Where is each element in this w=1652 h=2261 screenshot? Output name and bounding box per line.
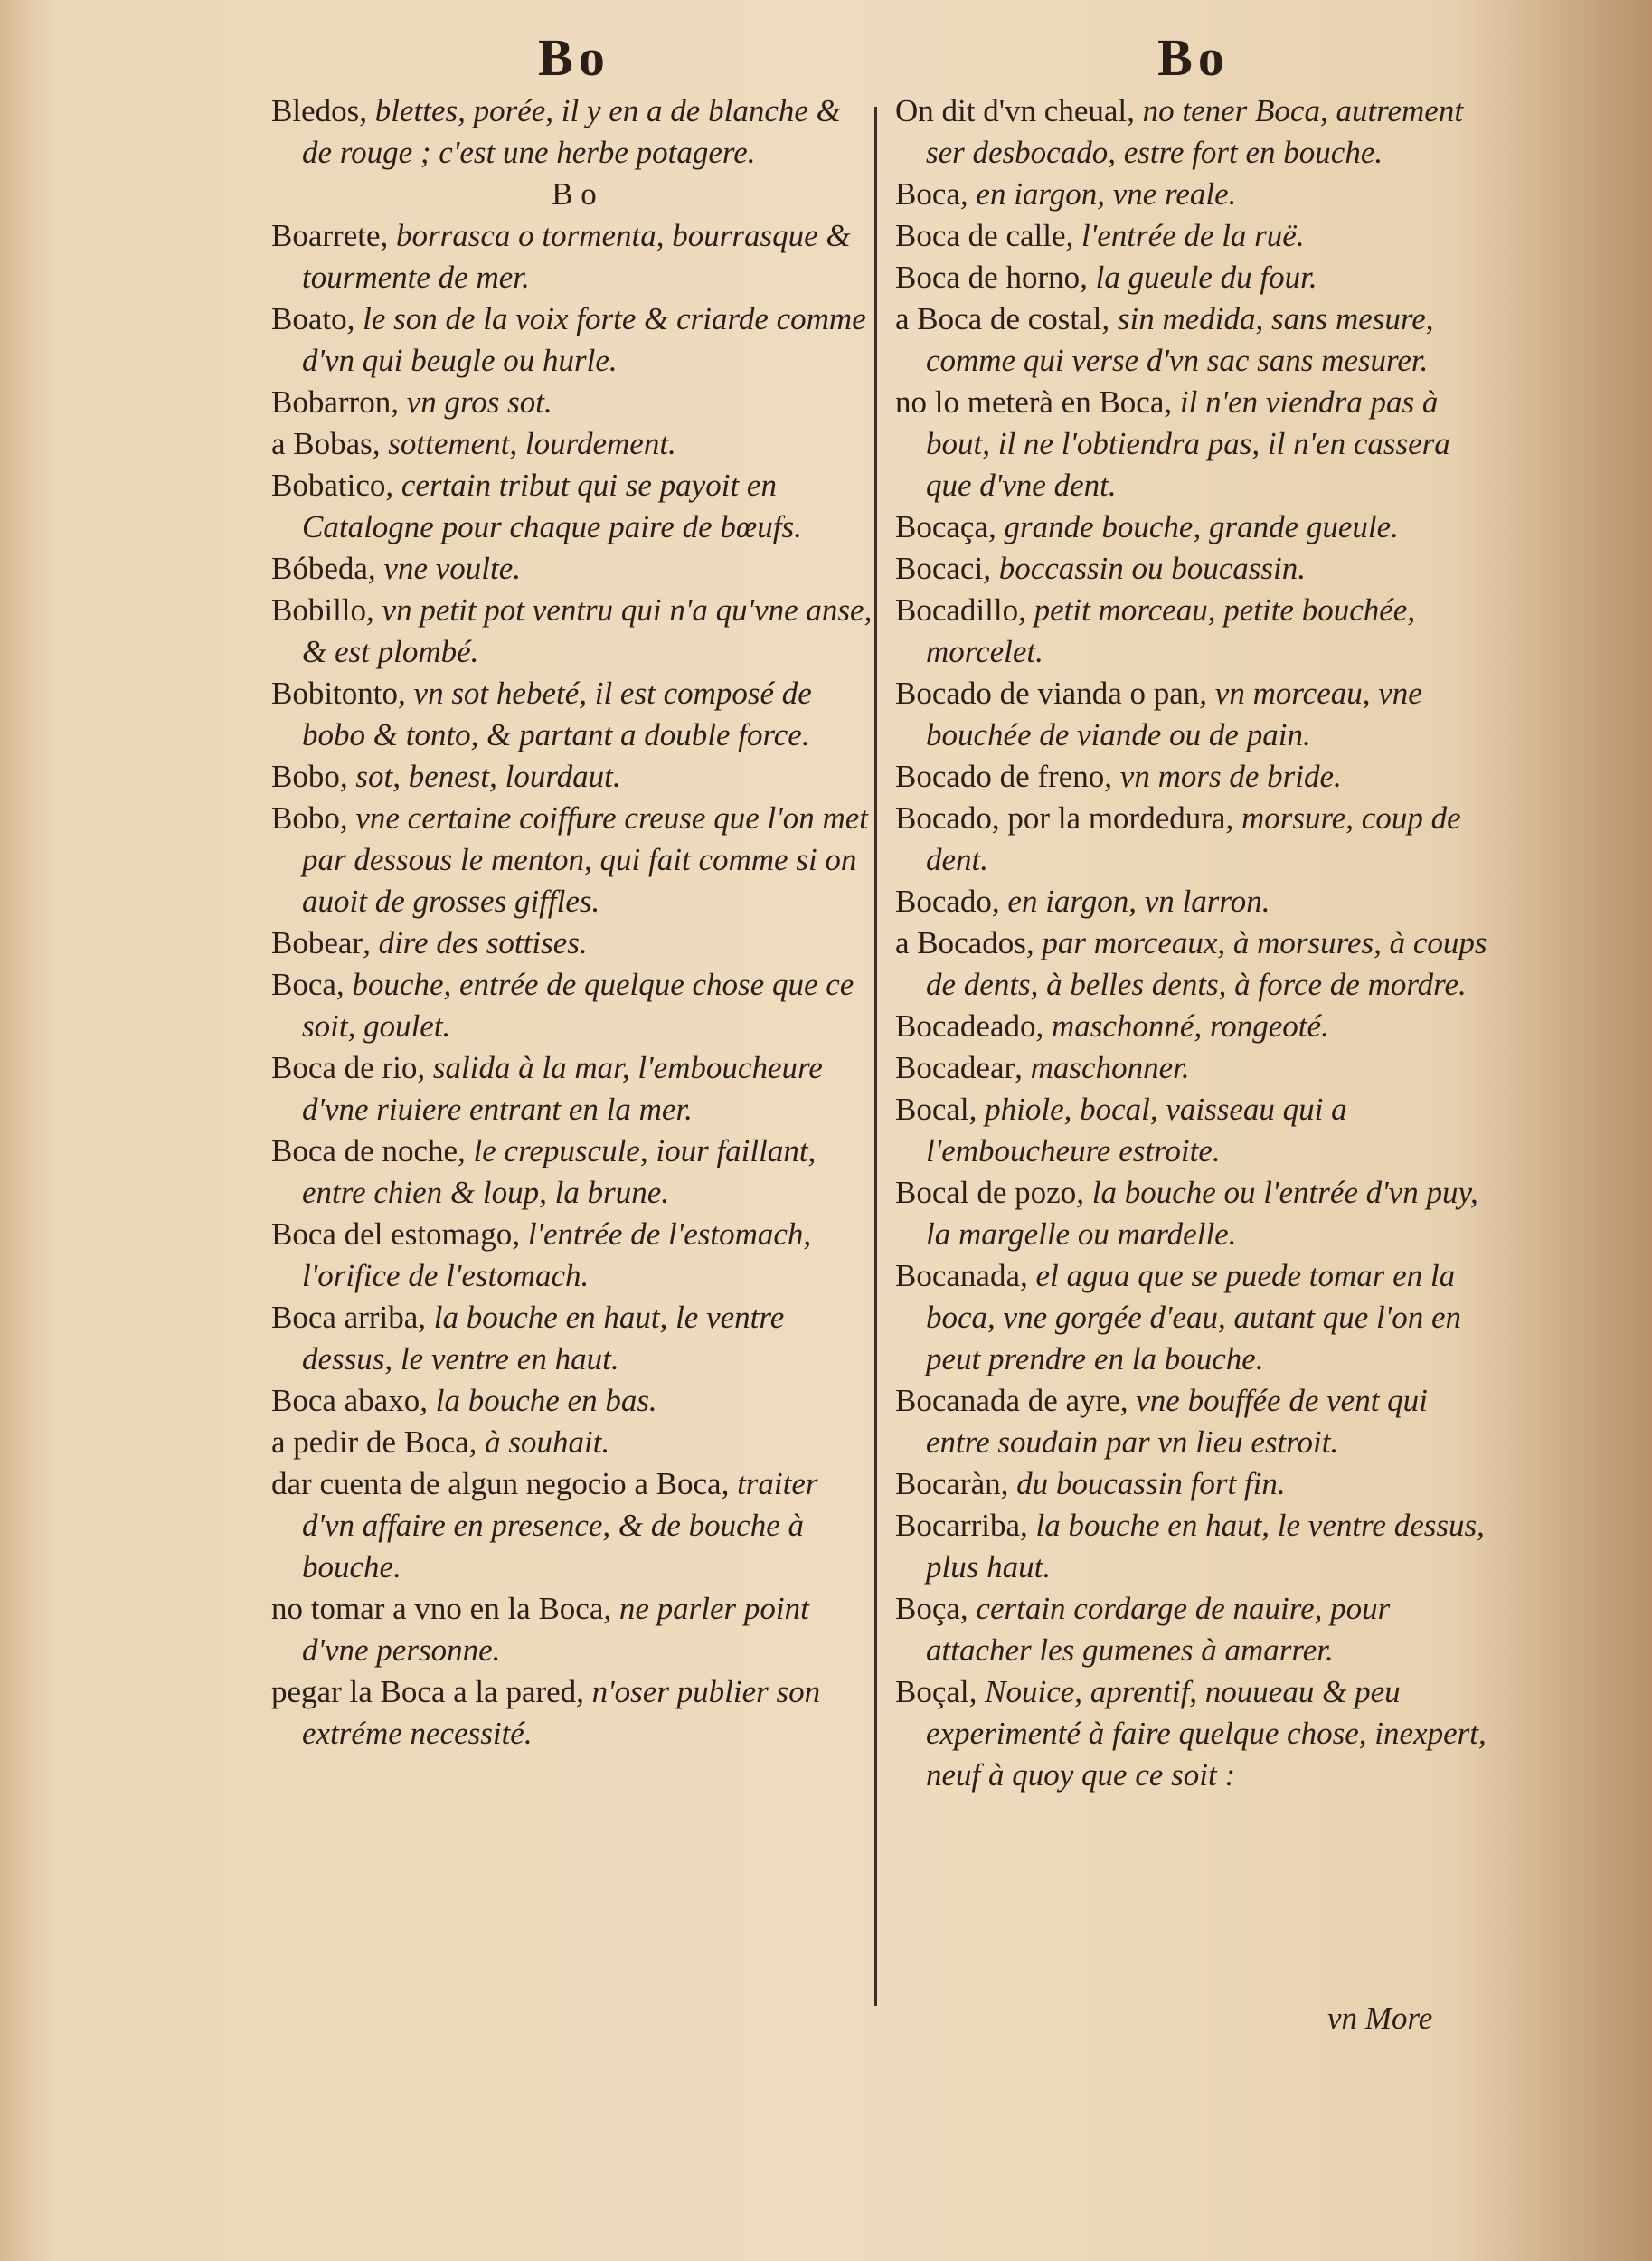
catchword: vn More — [1327, 2001, 1433, 2036]
entry-headword: Bobear — [271, 925, 363, 960]
entry-definition: , la bouche en haut, le ventre dessus, plus haut. — [926, 1508, 1485, 1585]
entry-definition: , el agua que se puede tomar en la boca, vne gorgée d'eau, autant que l'on en peut prendre en la bouche. — [926, 1258, 1461, 1376]
entry-definition: , bouche, entrée de quelque chose que ce soit, goulet. — [302, 967, 854, 1044]
entry-definition: , la gueule du four. — [1080, 260, 1317, 295]
entry-headword: Bocado de freno — [895, 759, 1105, 794]
entry-headword: Bocado de vianda o pan — [895, 676, 1200, 711]
entry-headword: Boca del estomago — [271, 1216, 513, 1252]
dictionary-entry — [271, 756, 877, 798]
dictionary-entry — [271, 798, 877, 922]
entry-headword: Boca de rio — [271, 1050, 418, 1085]
entry-definition: , l'entrée de la ruë. — [1065, 218, 1305, 253]
entry-headword: Bocanada de ayre — [895, 1383, 1120, 1418]
entry-headword: Bobillo — [271, 592, 367, 628]
entry-headword: Bocal — [895, 1092, 969, 1127]
dictionary-entry — [895, 1255, 1492, 1380]
dictionary-entry — [271, 90, 877, 174]
entry-definition: , vn morceau, vne bouchée de viande ou de pain. — [926, 676, 1422, 752]
dictionary-entry — [895, 590, 1492, 673]
entry-definition: , no tener Boca, autrement ser desbocado, estre fort en bouche. — [926, 93, 1464, 170]
entry-definition: , blettes, porée, il y en a de blanche & de rouge ; c'est une herbe potagere. — [302, 93, 841, 170]
entry-headword: Boca — [271, 967, 336, 1002]
entry-definition: , certain cordarge de nauire, pour attacher les gumenes à amarrer. — [926, 1591, 1391, 1668]
entry-definition: , traiter d'vn affaire en presence, & de bouche à bouche. — [302, 1466, 818, 1585]
entry-definition: , maschonner. — [1015, 1050, 1190, 1085]
entry-definition: , la bouche en bas. — [420, 1383, 657, 1418]
dictionary-entry — [895, 1047, 1492, 1089]
entry-headword: pegar la Boca a la pared — [271, 1674, 577, 1709]
dictionary-entry — [271, 1214, 877, 1297]
dictionary-entry — [271, 1380, 877, 1422]
right-column — [895, 0, 1492, 1796]
dictionary-entry — [271, 1463, 877, 1588]
entry-definition: , vn mors de bride. — [1104, 759, 1342, 794]
entry-headword: Boca de calle — [895, 218, 1066, 253]
dictionary-entry — [895, 1089, 1492, 1172]
dictionary-entry — [895, 90, 1492, 174]
entry-headword: Boca — [895, 176, 960, 212]
right-running-head: Bo — [1157, 28, 1230, 87]
dictionary-entry — [895, 1505, 1492, 1588]
dictionary-entry — [895, 382, 1492, 506]
entry-definition: , ne parler point d'vne personne. — [302, 1591, 809, 1668]
entry-headword: Bobatico — [271, 468, 386, 503]
entry-headword: Bocaça — [895, 509, 988, 544]
entry-definition: , le crepuscule, iour faillant, entre chien & loup, la brune. — [302, 1133, 817, 1210]
entry-definition: , le son de la voix forte & criarde comme d'vn qui beugle ou hurle. — [302, 301, 866, 378]
entry-headword: Bocado, por la mordedura — [895, 800, 1226, 836]
dictionary-entry — [895, 1006, 1492, 1047]
entry-headword: a Bobas — [271, 426, 373, 461]
dictionary-entry — [271, 548, 877, 590]
entry-headword: Boça — [895, 1591, 960, 1626]
entry-definition: , n'oser publier son extréme necessité. — [302, 1674, 821, 1751]
entry-definition: , vn sot hebeté, il est composé de bobo & tonto, & partant a double force. — [302, 676, 812, 752]
entry-definition: , par morceaux, à morsures, à coups de dents, à belles dents, à force de mordre. — [926, 925, 1487, 1002]
entry-headword: Bobo — [271, 800, 340, 836]
entry-headword: a pedir de Boca — [271, 1424, 469, 1460]
dictionary-entry — [895, 298, 1492, 382]
entry-definition: , sin medida, sans mesure, comme qui verse d'vn sac sans mesurer. — [926, 301, 1434, 378]
dictionary-entry — [895, 257, 1492, 298]
entry-headword: Boca arriba — [271, 1300, 419, 1335]
entry-headword: Bocal de pozo — [895, 1175, 1077, 1210]
entry-definition: , vn petit pot ventru qui n'a qu'vne anse, & est plombé. — [302, 592, 873, 669]
dictionary-entry — [895, 506, 1492, 548]
column-divider — [874, 107, 877, 2006]
entry-headword: no tomar a vno en la Boca — [271, 1591, 604, 1626]
dictionary-entry — [271, 1047, 877, 1130]
dictionary-entry — [895, 798, 1492, 881]
entry-definition: , petit morceau, petite bouchée, morcelet. — [926, 592, 1416, 669]
entry-definition: , en iargon, vne reale. — [959, 176, 1237, 212]
entry-definition: , vn gros sot. — [391, 384, 552, 420]
dictionary-entry — [271, 382, 877, 423]
entry-headword: dar cuenta de algun negocio a Boca — [271, 1466, 722, 1501]
entry-headword: Bobarron — [271, 384, 392, 420]
dictionary-entry — [271, 1297, 877, 1380]
left-column — [271, 0, 877, 1755]
entry-headword: Bobo — [271, 759, 340, 794]
dictionary-entry — [271, 465, 877, 548]
entry-headword: Boçal — [895, 1674, 969, 1709]
entry-definition: , salida à la mar, l'embouchеure d'vne riuiere entrant en la mer. — [302, 1050, 823, 1127]
entry-headword: no lo meterà en Boca — [895, 384, 1165, 420]
dictionary-entry — [271, 1588, 877, 1671]
dictionary-entry — [271, 423, 877, 465]
entry-headword: On dit d'vn cheual — [895, 93, 1128, 128]
entry-definition: , en iargon, vn larron. — [991, 884, 1270, 919]
entry-definition: , sottement, lourdement. — [372, 426, 676, 461]
entry-headword: Bocanada — [895, 1258, 1020, 1293]
dictionary-entry — [895, 1671, 1492, 1796]
entry-headword: Bocaràn — [895, 1466, 1001, 1501]
right-entries — [895, 90, 1492, 1796]
entry-definition: , vne certaine coiffure creuse que l'on met par dessous le menton, qui fait comme si on auoit de grosses giffles. — [302, 800, 868, 919]
dictionary-entry — [895, 1380, 1492, 1463]
entry-headword: Boca de horno — [895, 260, 1081, 295]
entry-definition: , sot, benest, lourdaut. — [339, 759, 621, 794]
dictionary-entry — [895, 1172, 1492, 1255]
entry-headword: a Bocados — [895, 925, 1026, 960]
entry-headword: Boca de noche — [271, 1133, 458, 1168]
dictionary-entry — [271, 1130, 877, 1214]
dictionary-entry — [271, 964, 877, 1047]
entry-definition: , il n'en viendra pas à bout, il ne l'obtiendra pas, il n'en cassera que d'vne dent. — [926, 384, 1450, 503]
entry-headword: Bocadear — [895, 1050, 1015, 1085]
entry-definition: , l'entrée de l'estomach, l'orifice de l'estomach. — [302, 1216, 812, 1293]
entry-headword: a Boca de costal — [895, 301, 1102, 336]
dictionary-entry — [271, 298, 877, 382]
entry-definition: , borrasca o tormenta, bourrasque & tourmente de mer. — [302, 218, 851, 295]
entry-headword: Bobitonto — [271, 676, 399, 711]
left-entries — [271, 90, 877, 1755]
entry-definition: , à souhait. — [468, 1424, 610, 1460]
dictionary-entry — [271, 1422, 877, 1463]
entry-definition: , grande bouche, grande gueule. — [987, 509, 1399, 544]
entry-headword: Bocaci — [895, 551, 984, 586]
entry-definition: , dire des sottises. — [363, 925, 588, 960]
dictionary-entry — [271, 1671, 877, 1755]
dictionary-entry — [895, 881, 1492, 922]
left-running-head: Bo — [538, 28, 610, 87]
entry-definition: , maschonné, rongeoté. — [1035, 1008, 1329, 1044]
dictionary-entry — [895, 548, 1492, 590]
dictionary-entry — [895, 756, 1492, 798]
entry-definition: , du boucassin fort fin. — [1000, 1466, 1286, 1501]
dictionary-entry — [895, 673, 1492, 756]
dictionary-entry — [895, 215, 1492, 257]
entry-headword: Boca abaxo — [271, 1383, 420, 1418]
dictionary-entry — [271, 215, 877, 298]
entry-headword: Bocadillo — [895, 592, 1019, 628]
entry-definition: , Nouice, aprentif, nouueau & peu experimenté à faire quelque chose, inexpert, neuf à quoy que ce soit : — [926, 1674, 1487, 1793]
entry-headword: Bocado — [895, 884, 992, 919]
entry-definition: , morsure, coup de dent. — [926, 800, 1461, 877]
entry-definition: , vne voulte. — [367, 551, 522, 586]
entry-definition: , la bouche ou l'entrée d'vn puy, la margelle ou mardelle. — [926, 1175, 1478, 1252]
dictionary-entry — [895, 1463, 1492, 1505]
entry-definition: , la bouche en haut, le ventre dessus, le ventre en haut. — [302, 1300, 785, 1376]
dictionary-entry — [895, 174, 1492, 215]
dictionary-entry — [895, 1588, 1492, 1671]
dictionary-entry — [271, 922, 877, 964]
dictionary-entry — [895, 922, 1492, 1006]
entry-headword: Bóbeda — [271, 551, 368, 586]
section-subhead: B o — [552, 176, 597, 212]
dictionary-entry — [271, 673, 877, 756]
entry-headword: Bocadeado — [895, 1008, 1036, 1044]
dictionary-entry — [271, 590, 877, 673]
entry-headword: Bledos — [271, 93, 360, 128]
entry-headword: Bocarriba — [895, 1508, 1020, 1543]
entry-definition: , vne bouffée de vent qui entre soudain par vn lieu estroit. — [926, 1383, 1428, 1460]
entry-definition: , certain tribut qui se payoit en Catalogne pour chaque paire de bœufs. — [302, 468, 802, 544]
entry-headword: Boato — [271, 301, 347, 336]
entry-definition: , boccassin ou boucassin. — [983, 551, 1306, 586]
entry-definition: , phiole, bocal, vaisseau qui a l'embouchеure estroite. — [926, 1092, 1347, 1168]
entry-headword: Boarrete — [271, 218, 381, 253]
